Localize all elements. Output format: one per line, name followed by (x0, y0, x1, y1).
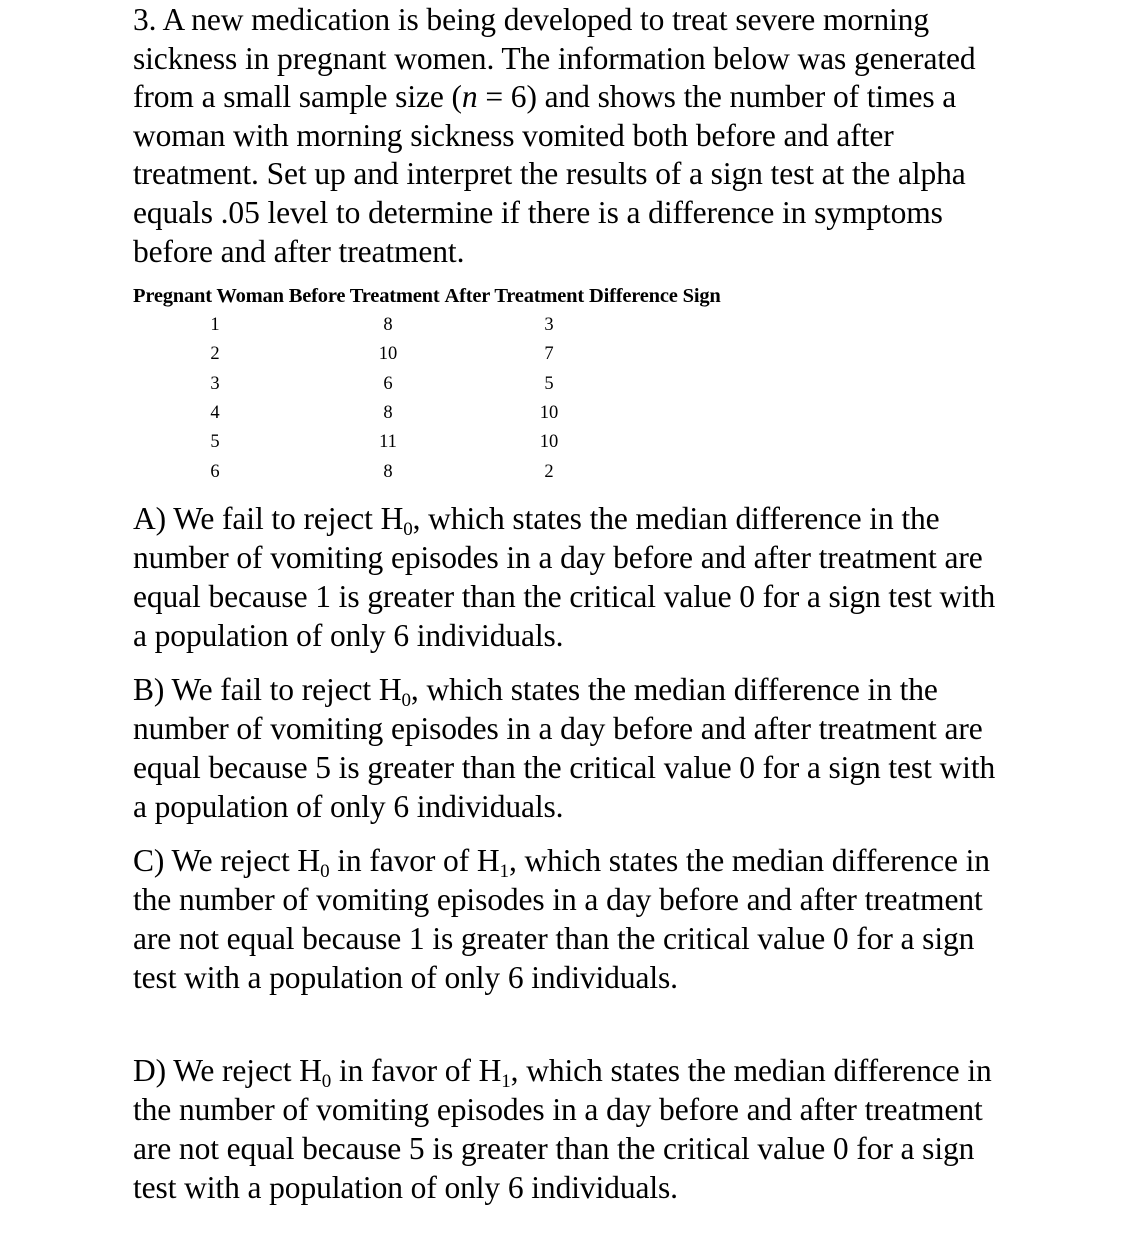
header-pregnant-woman: Pregnant Woman (133, 285, 284, 307)
question-text (133, 0, 1003, 271)
cell-woman: 1 (210, 315, 220, 335)
header-difference: Difference (588, 285, 678, 307)
cell-after: 7 (544, 344, 554, 364)
answer-option-b[interactable] (133, 670, 1003, 826)
header-before-treatment: Before Treatment (288, 285, 440, 307)
option-b-text-end: , which states the median difference in the number of vomiting episodes in a day before and after treatment are equal because 5 is greater than the critical value 0 for a sign test with a population of only 6 individuals. (133, 672, 996, 824)
cell-before: 8 (383, 315, 393, 335)
header-after-treatment: After Treatment (444, 285, 584, 307)
cell-after: 10 (539, 403, 559, 423)
question-number: 3. (133, 2, 157, 37)
cell-woman: 2 (210, 344, 220, 364)
answer-option-d[interactable] (133, 1051, 1003, 1207)
answer-option-a[interactable] (133, 499, 1003, 655)
cell-woman: 5 (210, 432, 220, 452)
option-a-label: A) (133, 501, 167, 536)
cell-woman: 3 (210, 374, 220, 394)
cell-after: 5 (544, 374, 554, 394)
cell-before: 8 (383, 462, 393, 482)
option-d-text-end: , which states the median difference in the number of vomiting episodes in a day before and after treatment are not equal because 5 is greater than the critical value 0 for a sign test with a population of only 6 individuals. (133, 1053, 992, 1205)
option-c-text-end: , which states the median difference in the number of vomiting episodes in a day before and after treatment are not equal because 1 is greater than the critical value 0 for a sign test with a population of only 6 individuals. (133, 843, 990, 995)
cell-before: 6 (383, 374, 393, 394)
cell-before: 8 (383, 403, 393, 423)
cell-woman: 4 (210, 403, 220, 423)
cell-after: 10 (539, 432, 559, 452)
cell-woman: 6 (210, 462, 220, 482)
question-text-part2: = 6) and shows the number of times a woman with morning sickness vomited both before and after treatment. Set up and interpret the results of a sign test at the alpha equals .05 level to determine if there is a difference in symptoms before and after treatment. (133, 79, 966, 269)
data-table (133, 284, 1003, 489)
subscript-zero: 0 (403, 519, 413, 540)
table-header (133, 284, 1003, 308)
option-a-text-start: We fail to reject H (173, 501, 404, 536)
option-c-text-mid: in favor of H (329, 843, 500, 878)
option-d-label: D) (133, 1053, 167, 1088)
header-sign: Sign (682, 285, 721, 307)
cell-before: 11 (379, 432, 397, 452)
question-text-part1: A new medication is being developed to treat severe morning sickness in pregnant women. The information below was generated from a small sample size ( (133, 2, 976, 115)
option-d-text-mid: in favor of H (331, 1053, 502, 1088)
option-b-text-start: We fail to reject H (171, 672, 402, 707)
cell-before: 10 (378, 344, 398, 364)
cell-after: 3 (544, 315, 554, 335)
option-d-text-start: We reject H (173, 1053, 322, 1088)
option-b-label: B) (133, 672, 165, 707)
answer-option-c[interactable] (133, 841, 1003, 997)
option-c-label: C) (133, 843, 165, 878)
subscript-one: 1 (501, 1071, 511, 1092)
subscript-zero: 0 (401, 690, 411, 711)
n-symbol: n (461, 79, 478, 115)
subscript-one: 1 (499, 861, 509, 882)
option-a-text-end: , which states the median difference in the number of vomiting episodes in a day before and after treatment are equal because 1 is greater than the critical value 0 for a sign test with a population of only 6 individuals. (133, 501, 996, 653)
cell-after: 2 (544, 462, 554, 482)
subscript-zero: 0 (320, 861, 330, 882)
subscript-zero: 0 (321, 1071, 332, 1092)
option-c-text-start: We reject H (171, 843, 321, 878)
